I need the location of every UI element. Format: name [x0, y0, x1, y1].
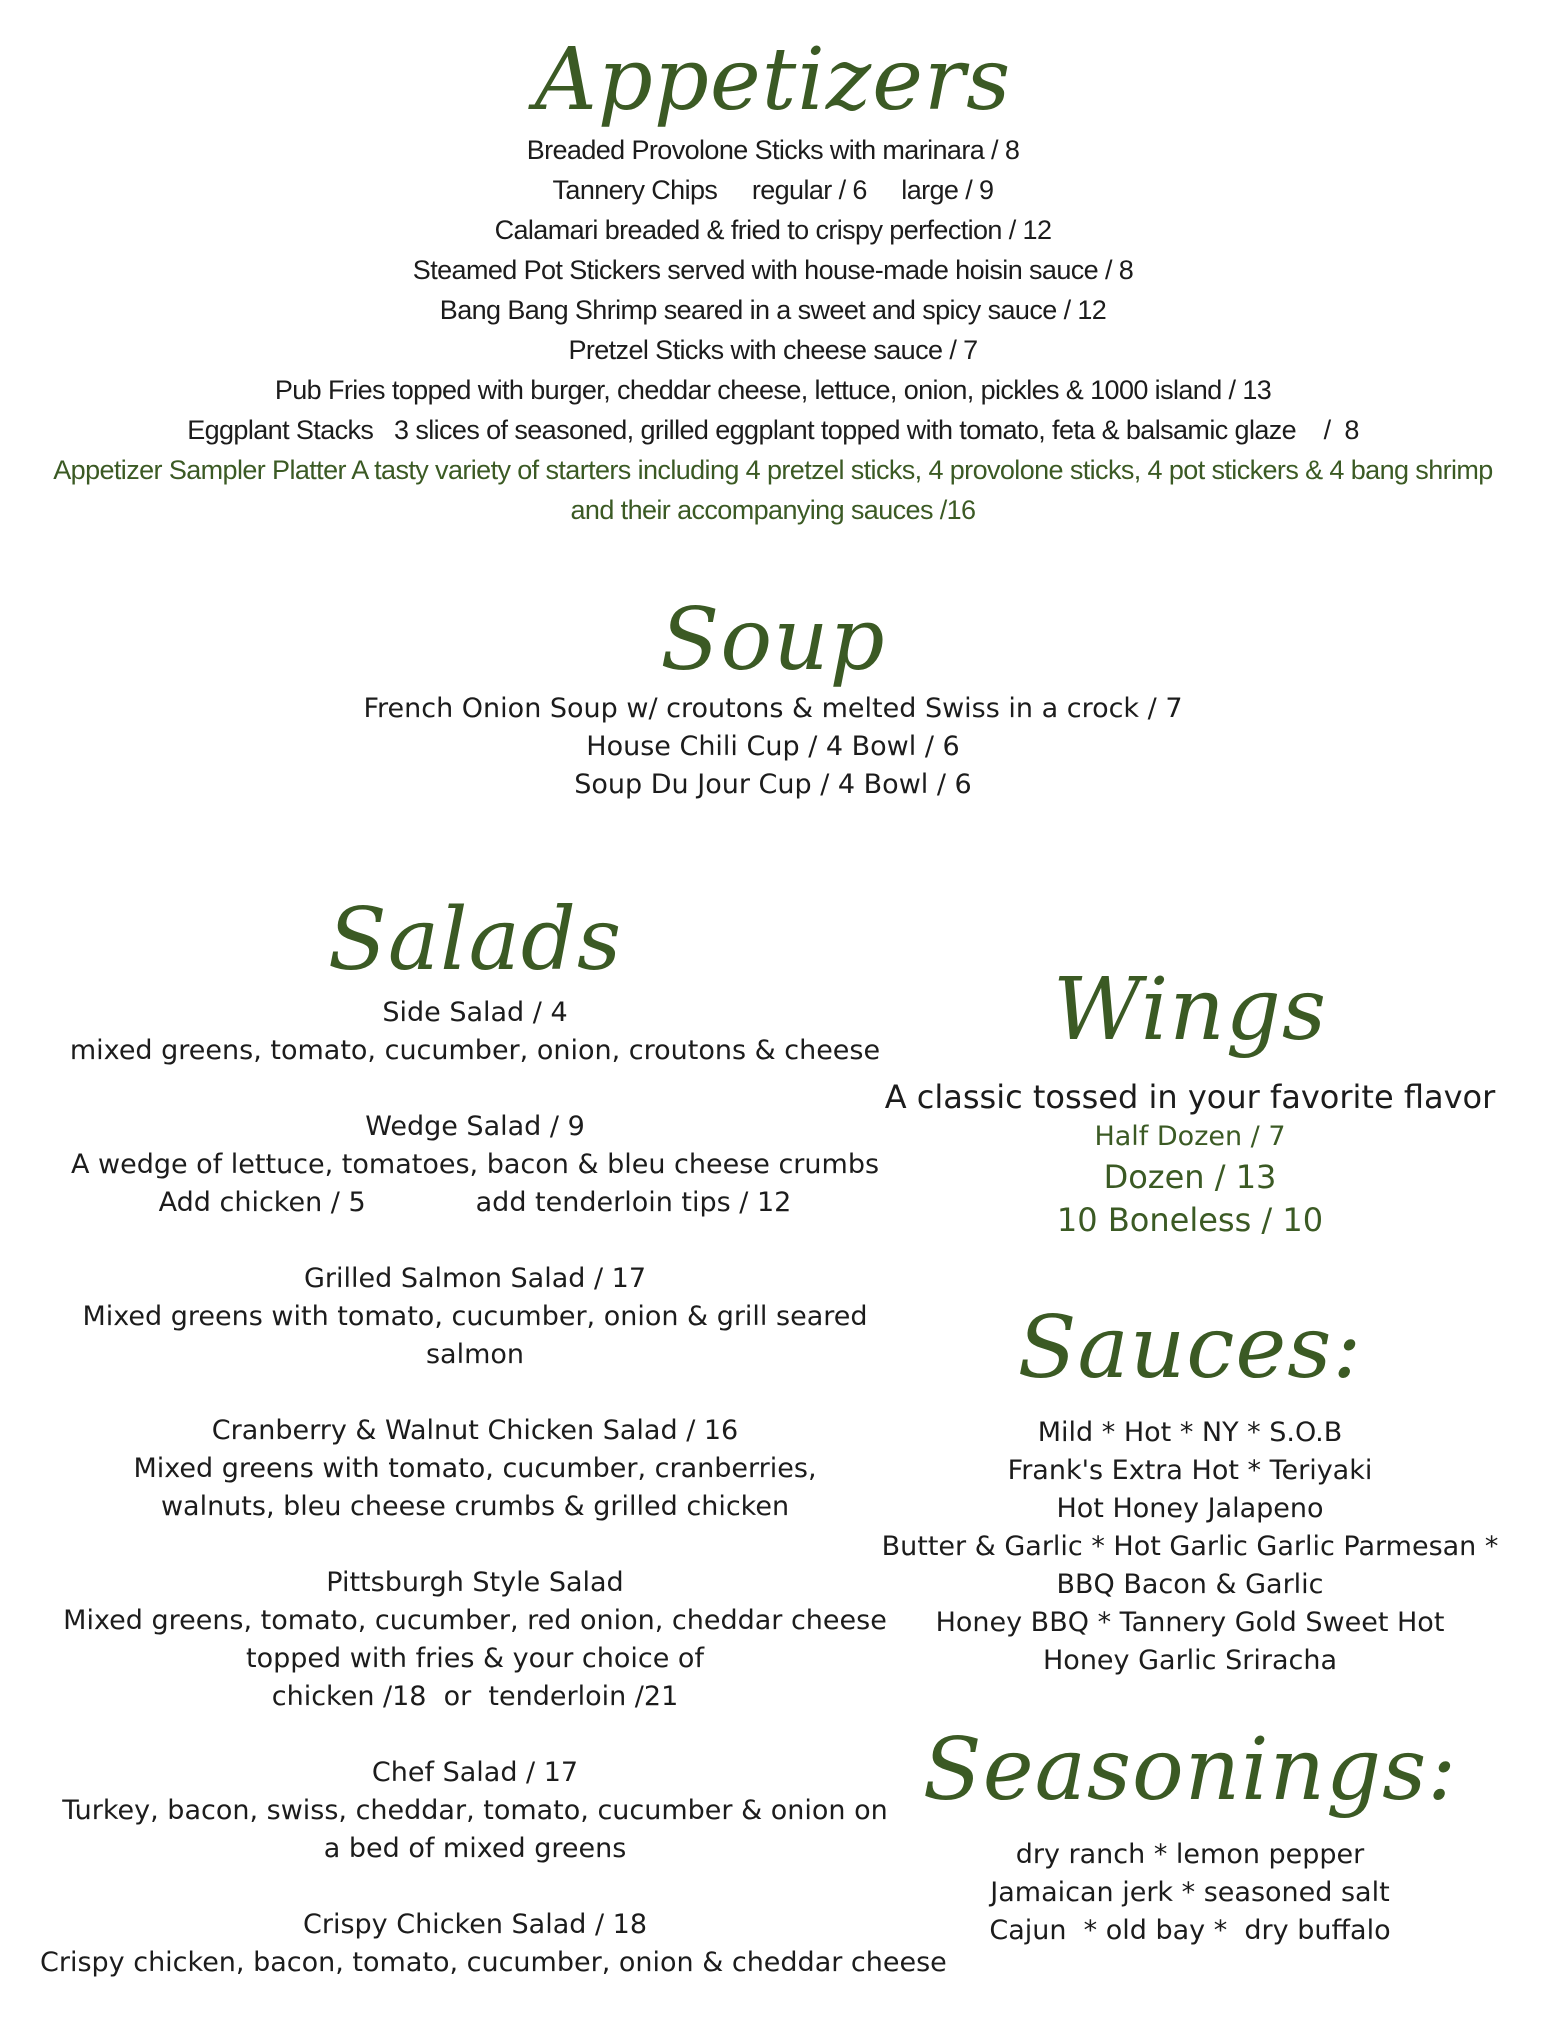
salad-description: Mixed greens, tomato, cucumber, red onion, cheddar cheese topped with fries & your choice of — [63, 1605, 887, 1674]
sauce-line: Honey Garlic Sriracha — [1043, 1645, 1337, 1676]
sauce-line: Frank's Extra Hot * Teriyaki — [1007, 1455, 1373, 1486]
salad-addons — [40, 1184, 910, 1222]
wings-tagline: A classic tossed in your favorite flavor — [884, 1078, 1496, 1116]
sauce-line: BBQ Bacon & Garlic — [1056, 1569, 1324, 1600]
soup-section — [0, 590, 1546, 804]
seasoning-line: Cajun * old bay * dry buffalo — [989, 1915, 1391, 1946]
sauce-line: Honey BBQ * Tannery Gold Sweet Hot — [935, 1607, 1445, 1638]
salad-name: Crispy Chicken Salad / 18 — [303, 1909, 647, 1940]
appetizer-item: Bang Bang Shrimp seared in a sweet and spicy sauce / 12 — [439, 295, 1107, 325]
salad-item — [40, 1754, 910, 1868]
soup-heading: Soup — [660, 590, 886, 690]
appetizers-heading: Appetizers — [534, 30, 1012, 130]
salad-description: Turkey, bacon, swiss, cheddar, tomato, cucumber & onion on a bed of mixed greens — [62, 1795, 888, 1864]
salad-item — [40, 1564, 910, 1716]
salad-name: Chef Salad / 17 — [371, 1757, 579, 1788]
soup-item: House Chili Cup / 4 Bowl / 6 — [586, 731, 960, 762]
salad-price-options: chicken /18 or tenderloin /21 — [271, 1681, 679, 1712]
salad-item — [40, 994, 910, 1070]
salad-item — [40, 1412, 910, 1526]
appetizer-item: Calamari breaded & fried to crispy perfection / 12 — [494, 215, 1052, 245]
appetizers-section — [0, 30, 1546, 530]
wings-heading: Wings — [1053, 960, 1327, 1060]
salad-item — [40, 1108, 910, 1222]
appetizer-sampler-platter: Appetizer Sampler Platter A tasty variety of starters including 4 pretzel sticks, 4 provolone sticks, 4 pot stickers & 4 bang shrimp and their accompanying sauces /16 — [53, 455, 1493, 525]
salad-description: Crispy chicken, bacon, tomato, cucumber, onion & cheddar cheese — [40, 1947, 947, 1978]
wings-dozen: Dozen / 13 — [1103, 1158, 1277, 1196]
sauce-line: Butter & Garlic * Hot Garlic Garlic Parmesan * — [881, 1531, 1499, 1562]
soup-item: French Onion Soup w/ croutons & melted Swiss in a crock / 7 — [363, 693, 1183, 724]
salad-description: A wedge of lettuce, tomatoes, bacon & bleu cheese crumbs — [70, 1149, 880, 1180]
appetizer-item: Breaded Provolone Sticks with marinara / 8 — [526, 135, 1020, 165]
salad-name: Grilled Salmon Salad / 17 — [303, 1263, 647, 1294]
sauce-line: Mild * Hot * NY * S.O.B — [1037, 1417, 1343, 1448]
appetizer-item: Steamed Pot Stickers served with house-made hoisin sauce / 8 — [412, 255, 1134, 285]
salad-description: Mixed greens with tomato, cucumber, onion & grill seared salmon — [82, 1301, 868, 1370]
salad-description: Mixed greens with tomato, cucumber, cranberries, walnuts, bleu cheese crumbs & grilled chicken — [133, 1453, 817, 1522]
salad-name: Side Salad / 4 — [382, 997, 568, 1028]
salads-section — [40, 890, 947, 2020]
salad-name: Wedge Salad / 9 — [365, 1111, 585, 1142]
salad-name: Cranberry & Walnut Chicken Salad / 16 — [211, 1415, 739, 1446]
seasoning-line: dry ranch * lemon pepper — [1015, 1839, 1365, 1870]
wings-boneless: 10 Boneless / 10 — [1056, 1201, 1324, 1239]
add-chicken-option: Add chicken / 5 — [158, 1187, 366, 1218]
wings-section — [880, 960, 1500, 1950]
appetizer-item: Eggplant Stacks 3 slices of seasoned, grilled eggplant topped with tomato, feta & balsamic glaze / 8 — [187, 415, 1359, 445]
seasoning-line: Jamaican jerk * seasoned salt — [990, 1877, 1390, 1908]
salad-name: Pittsburgh Style Salad — [326, 1567, 624, 1598]
sauces-heading: Sauces: — [1017, 1298, 1363, 1398]
appetizer-item: Tannery Chips regular / 6 large / 9 — [552, 175, 994, 205]
salad-item — [40, 1906, 947, 1982]
salad-item — [40, 1260, 910, 1374]
appetizer-item: Pretzel Sticks with cheese sauce / 7 — [568, 335, 978, 365]
sauce-line: Hot Honey Jalapeno — [1056, 1493, 1324, 1524]
wings-half-dozen: Half Dozen / 7 — [1094, 1121, 1286, 1152]
seasonings-heading: Seasonings: — [922, 1720, 1458, 1820]
salad-description: mixed greens, tomato, cucumber, onion, croutons & cheese — [69, 1035, 881, 1066]
appetizer-item: Pub Fries topped with burger, cheddar cheese, lettuce, onion, pickles & 1000 island / 13 — [274, 375, 1272, 405]
add-tenderloin-option: add tenderloin tips / 12 — [475, 1187, 792, 1218]
salads-heading: Salads — [327, 890, 623, 990]
soup-item: Soup Du Jour Cup / 4 Bowl / 6 — [574, 769, 972, 800]
